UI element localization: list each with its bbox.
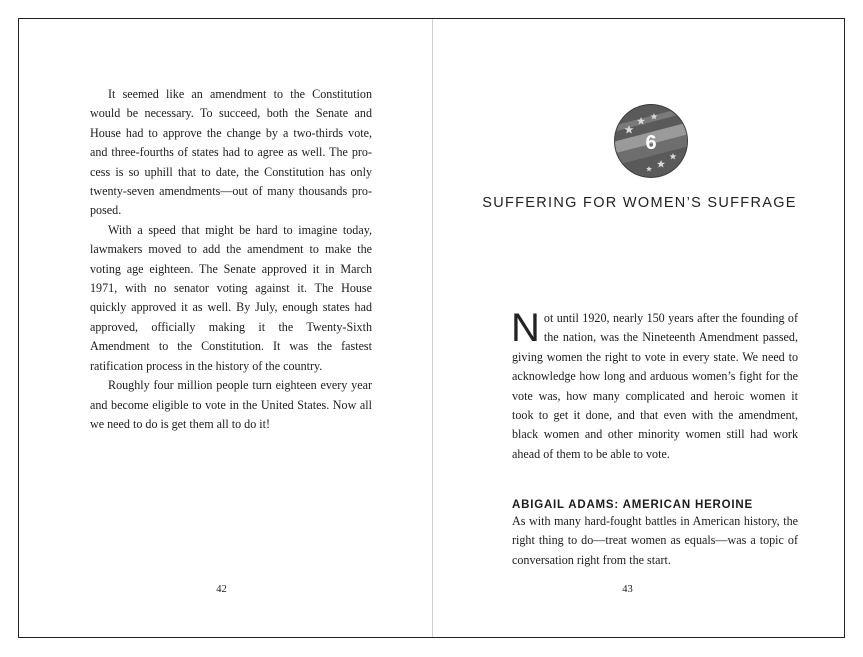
paragraph: Roughly four million people turn eighteen every year and become eligible to vote in the United States. Now all we need to do is get them all to do it! [90,378,372,431]
chapter-number: 6 [645,132,657,154]
paragraph: With a speed that might be hard to imagine today, lawmakers moved to add the amendment to make the voting age eighteen. The Senate approved it in March 1971, with no senator voting against it. The House quickly approved it as well. By July, enough states had approved, officially making it the Twenty-Sixth Amendment to the Constitution. It was the fastest ratification process in the history of the country. [90,222,372,373]
chapter-badge-icon [613,103,689,179]
drop-cap: N [511,306,540,350]
section-text: As with many hard-fought battles in American history, the right thing to do—treat women as equals—was a topic of conversation right from the start. [512,514,798,567]
page-number: 43 [622,584,633,595]
section-heading: ABIGAIL ADAMS: AMERICAN HEROINE [512,499,753,511]
left-page [19,19,432,637]
left-body-text [90,85,372,434]
opening-text [511,306,798,464]
right-page [433,19,846,637]
book-spread [18,18,845,638]
page-number: 42 [216,584,227,595]
chapter-title: SUFFERING FOR WOMEN’S SUFFRAGE [482,195,797,211]
paragraph: It seemed like an amendment to the Constitution would be necessary. To succeed, both the Senate and House had to approve the change by a two-thirds vote, and three-fourths of states had to agree as well. The process is so uphill that to date, the Constitution has only twenty-seven amendments—out of many thousands proposed. [90,87,372,218]
opening-paragraph: ot until 1920, nearly 150 years after the founding of the nation, was the Nineteenth Amendment passed, giving women the right to vote in every state. We need to acknowledge how long and arduous women’s fight for the vote was, how many complicated and heroic women it took to get it done, and that even with the amendment, black women and other minority women still had work ahead of them to be able to vote. [512,311,798,461]
